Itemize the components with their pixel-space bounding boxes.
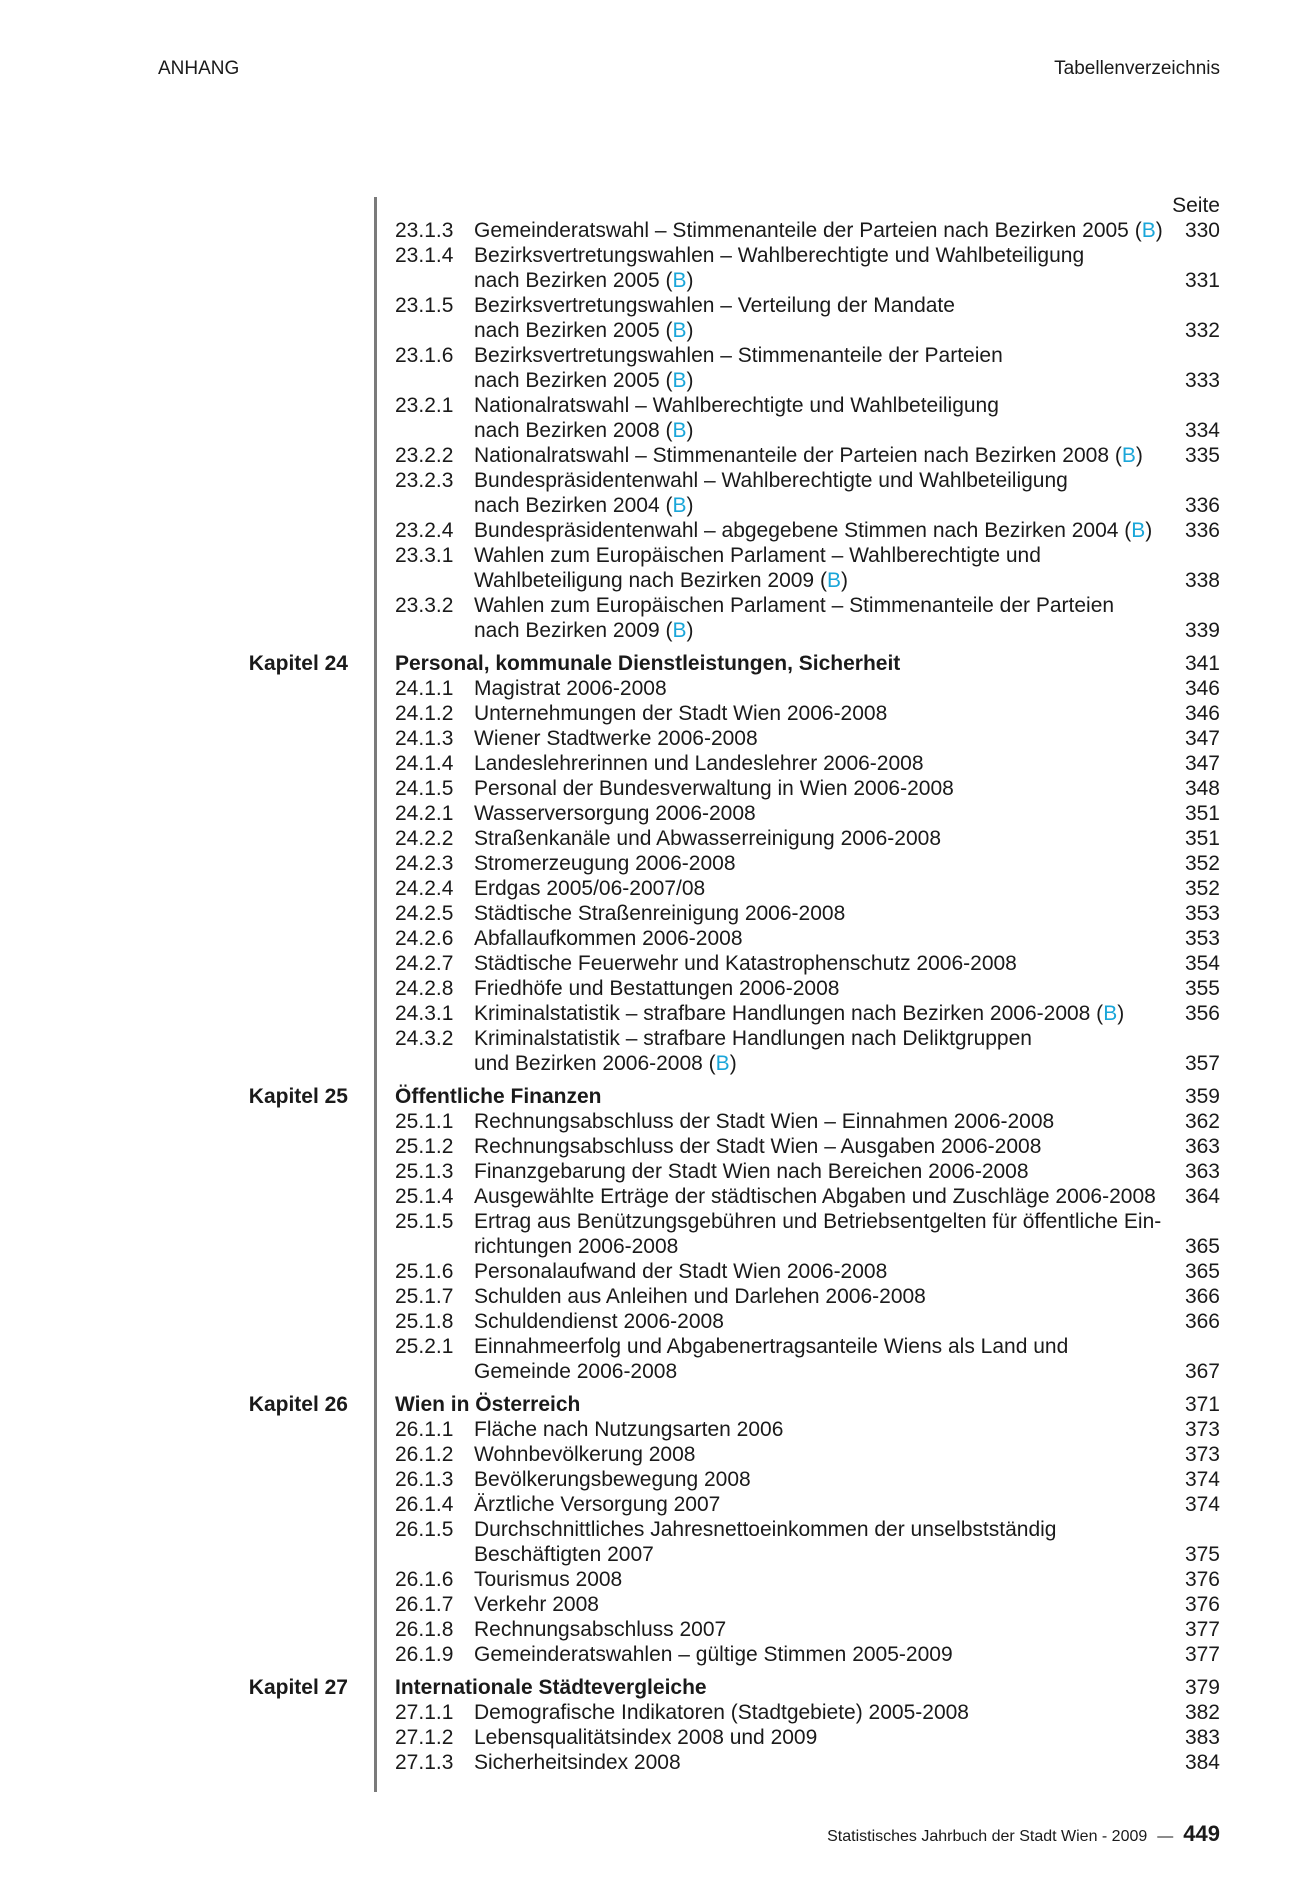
entry-title-line: Rechnungsabschluss der Stadt Wien – Ausgaben 2006-2008	[474, 1135, 1042, 1158]
toc-entry	[0, 676, 1300, 701]
entry-page: 382	[1184, 1701, 1220, 1724]
map-marker-b: B	[715, 1052, 730, 1075]
entry-page: 330	[1184, 219, 1220, 242]
entry-title	[474, 1442, 1164, 1467]
entry-number: 24.1.4	[395, 752, 454, 775]
entry-number: 23.2.3	[395, 469, 454, 492]
toc-entry	[0, 1284, 1300, 1309]
toc-entry	[0, 951, 1300, 976]
entry-number: 23.2.2	[395, 444, 454, 467]
entry-title	[474, 751, 1164, 776]
entry-title-line: Unternehmungen der Stadt Wien 2006-2008	[474, 702, 888, 725]
entry-title-line: Personal der Bundesverwaltung in Wien 2006-2008	[474, 777, 954, 800]
toc-entry	[0, 1567, 1300, 1592]
entry-title	[474, 851, 1164, 876]
entry-title-line: Verkehr 2008	[474, 1593, 599, 1616]
entry-title-line: Lebensqualitätsindex 2008 und 2009	[474, 1726, 818, 1749]
toc-entry	[0, 1442, 1300, 1467]
toc-entry	[0, 518, 1300, 543]
entry-title	[474, 1134, 1164, 1159]
toc-entry	[0, 1725, 1300, 1750]
entry-title-line: Kriminalstatistik – strafbare Handlungen nach Deliktgruppen	[474, 1027, 1032, 1050]
entry-title-line: nach Bezirken 2009 (B)	[474, 619, 694, 642]
toc-entry	[0, 801, 1300, 826]
entry-page: 373	[1184, 1443, 1220, 1466]
table-of-contents	[0, 193, 1300, 1775]
entry-title-line: Magistrat 2006-2008	[474, 677, 667, 700]
entry-title-line: Bezirksvertretungswahlen – Stimmenanteile der Parteien	[474, 344, 1003, 367]
toc-entry	[0, 293, 1300, 343]
entry-title-line: Wahlbeteiligung nach Bezirken 2009 (B)	[474, 569, 848, 592]
entry-title-line: Demografische Indikatoren (Stadtgebiete) 2005-2008	[474, 1701, 969, 1724]
entry-page: 355	[1184, 977, 1220, 1000]
entry-number: 23.1.3	[395, 219, 454, 242]
entry-page: 338	[1184, 569, 1220, 592]
entry-title-line: richtungen 2006-2008	[474, 1235, 679, 1258]
toc-entry	[0, 1309, 1300, 1334]
entry-title	[474, 518, 1164, 543]
entry-page: 336	[1184, 519, 1220, 542]
chapter-label: Kapitel 25	[248, 1085, 348, 1108]
entry-title	[474, 593, 1164, 643]
chapter-title: Personal, kommunale Dienstleistungen, Sicherheit	[395, 652, 901, 675]
toc-entry	[0, 593, 1300, 643]
entry-page: 377	[1184, 1643, 1220, 1666]
entry-number: 25.1.4	[395, 1185, 454, 1208]
entry-page: 333	[1184, 369, 1220, 392]
map-marker-b: B	[672, 419, 687, 442]
entry-title	[474, 393, 1164, 443]
entry-page: 376	[1184, 1593, 1220, 1616]
entry-number: 24.2.4	[395, 877, 454, 900]
chapter-heading-row	[0, 1675, 1300, 1700]
entry-title-line: Durchschnittliches Jahresnettoeinkommen der unselbstständig	[474, 1518, 1057, 1541]
entry-number: 24.2.7	[395, 952, 454, 975]
entry-title	[474, 443, 1164, 468]
map-marker-b: B	[672, 619, 687, 642]
chapter-label: Kapitel 26	[248, 1393, 348, 1416]
entry-title-line: Nationalratswahl – Wahlberechtigte und Wahlbeteiligung	[474, 394, 999, 417]
entry-title-line: Ertrag aus Benützungsgebühren und Betriebsentgelten für öffentliche Ein-	[474, 1210, 1162, 1233]
entry-page: 377	[1184, 1618, 1220, 1641]
entry-number: 24.3.1	[395, 1002, 454, 1025]
toc-entry	[0, 1334, 1300, 1384]
entry-number: 23.3.2	[395, 594, 454, 617]
entry-title-line: Tourismus 2008	[474, 1568, 623, 1591]
chapter-section	[0, 1392, 1300, 1667]
toc-entry	[0, 1134, 1300, 1159]
map-marker-b: B	[672, 319, 687, 342]
entry-title-line: Rechnungsabschluss der Stadt Wien – Einnahmen 2006-2008	[474, 1110, 1055, 1133]
map-marker-b: B	[1131, 519, 1146, 542]
entry-title	[474, 1642, 1164, 1667]
entry-page: 339	[1184, 619, 1220, 642]
entry-title	[474, 701, 1164, 726]
footer-title: Statistisches Jahrbuch der Stadt Wien - 2009	[827, 1828, 1148, 1845]
entry-page: 348	[1184, 777, 1220, 800]
entry-title-line: Nationalratswahl – Stimmenanteile der Parteien nach Bezirken 2008 (B)	[474, 444, 1143, 467]
entry-title	[474, 1259, 1164, 1284]
seite-header-row	[0, 193, 1300, 218]
entry-title-line: Landeslehrerinnen und Landeslehrer 2006-2008	[474, 752, 924, 775]
entry-number: 24.1.3	[395, 727, 454, 750]
toc-entry	[0, 1750, 1300, 1775]
entry-title-line: und Bezirken 2006-2008 (B)	[474, 1052, 737, 1075]
entry-number: 25.1.5	[395, 1210, 454, 1233]
entry-number: 25.1.6	[395, 1260, 454, 1283]
entry-page: 383	[1184, 1726, 1220, 1749]
entry-title-line: Straßenkanäle und Abwasserreinigung 2006-2008	[474, 827, 941, 850]
entry-title	[474, 243, 1164, 293]
entry-title	[474, 543, 1164, 593]
entry-title	[474, 1001, 1164, 1026]
entry-number: 24.2.1	[395, 802, 454, 825]
entry-title-line: Friedhöfe und Bestattungen 2006-2008	[474, 977, 840, 1000]
chapter-page: 341	[1184, 652, 1220, 675]
entry-page: 347	[1184, 752, 1220, 775]
chapter-page: 379	[1184, 1676, 1220, 1699]
entry-number: 25.1.7	[395, 1285, 454, 1308]
toc-entry	[0, 218, 1300, 243]
entry-page: 346	[1184, 702, 1220, 725]
entry-page: 366	[1184, 1310, 1220, 1333]
entry-page: 362	[1184, 1110, 1220, 1133]
chapter-title: Internationale Städtevergleiche	[395, 1676, 707, 1699]
entry-page: 352	[1184, 877, 1220, 900]
entry-number: 26.1.6	[395, 1568, 454, 1591]
entry-title	[474, 726, 1164, 751]
entry-title	[474, 801, 1164, 826]
entry-title-line: Gemeinderatswahlen – gültige Stimmen 2005-2009	[474, 1643, 953, 1666]
entry-title	[474, 776, 1164, 801]
entry-page: 346	[1184, 677, 1220, 700]
toc-entry	[0, 1026, 1300, 1076]
map-marker-b: B	[1121, 444, 1136, 467]
entry-title	[474, 901, 1164, 926]
entry-page: 384	[1184, 1751, 1220, 1774]
page-number: 449	[1183, 1821, 1220, 1846]
chapter-title: Öffentliche Finanzen	[395, 1085, 602, 1108]
entry-title	[474, 1109, 1164, 1134]
map-marker-b: B	[826, 569, 841, 592]
chapter-heading-row	[0, 651, 1300, 676]
entry-title-line: Bezirksvertretungswahlen – Verteilung der Mandate	[474, 294, 955, 317]
entry-number: 25.1.3	[395, 1160, 454, 1183]
toc-entry	[0, 701, 1300, 726]
chapter-title: Wien in Österreich	[395, 1393, 581, 1416]
entry-page: 373	[1184, 1418, 1220, 1441]
entry-number: 23.2.1	[395, 394, 454, 417]
entry-page: 356	[1184, 1002, 1220, 1025]
entry-number: 24.2.3	[395, 852, 454, 875]
entry-page: 365	[1184, 1235, 1220, 1258]
page-footer	[827, 1821, 1220, 1847]
entry-title	[474, 976, 1164, 1001]
entry-title	[474, 1026, 1164, 1076]
chapter-heading-row	[0, 1084, 1300, 1109]
entry-page: 375	[1184, 1543, 1220, 1566]
toc-entry	[0, 1467, 1300, 1492]
entry-number: 26.1.1	[395, 1418, 454, 1441]
entry-page: 335	[1184, 444, 1220, 467]
entry-title-line: Kriminalstatistik – strafbare Handlungen nach Bezirken 2006-2008 (B)	[474, 1002, 1125, 1025]
entry-title-line: Rechnungsabschluss 2007	[474, 1618, 727, 1641]
map-marker-b: B	[1141, 219, 1156, 242]
entry-page: 347	[1184, 727, 1220, 750]
chapter-heading-row	[0, 1392, 1300, 1417]
entry-page: 364	[1184, 1185, 1220, 1208]
entry-page: 352	[1184, 852, 1220, 875]
entry-number: 24.1.1	[395, 677, 454, 700]
entry-title-line: Gemeinde 2006-2008	[474, 1360, 678, 1383]
entry-page: 363	[1184, 1160, 1220, 1183]
entry-number: 24.1.5	[395, 777, 454, 800]
toc-entry	[0, 1617, 1300, 1642]
entry-title	[474, 1617, 1164, 1642]
toc-entry	[0, 1642, 1300, 1667]
toc-entry	[0, 1592, 1300, 1617]
entry-title	[474, 1700, 1164, 1725]
chapter-label: Kapitel 24	[248, 652, 348, 675]
entry-title-line: Wasserversorgung 2006-2008	[474, 802, 756, 825]
toc-entry	[0, 1001, 1300, 1026]
toc-entry	[0, 776, 1300, 801]
entry-title	[474, 1592, 1164, 1617]
entry-number: 24.2.6	[395, 927, 454, 950]
toc-entry	[0, 1517, 1300, 1567]
entry-title-line: Wiener Stadtwerke 2006-2008	[474, 727, 758, 750]
entry-number: 23.1.6	[395, 344, 454, 367]
entry-title	[474, 218, 1164, 243]
toc-entry	[0, 1492, 1300, 1517]
entry-page: 351	[1184, 802, 1220, 825]
toc-entry	[0, 1184, 1300, 1209]
entry-title-line: Erdgas 2005/06-2007/08	[474, 877, 706, 900]
toc-entry	[0, 976, 1300, 1001]
entry-title-line: Wohnbevölkerung 2008	[474, 1443, 696, 1466]
entry-title-line: Abfallaufkommen 2006-2008	[474, 927, 743, 950]
entry-number: 26.1.8	[395, 1618, 454, 1641]
entry-title-line: Schuldendienst 2006-2008	[474, 1310, 724, 1333]
entry-title-line: Einnahmeerfolg und Abgabenertragsanteile Wiens als Land und	[474, 1335, 1069, 1358]
map-marker-b: B	[672, 369, 687, 392]
entry-number: 25.1.1	[395, 1110, 454, 1133]
entry-page: 357	[1184, 1052, 1220, 1075]
entry-number: 25.1.2	[395, 1135, 454, 1158]
entry-title-line: Sicherheitsindex 2008	[474, 1751, 681, 1774]
entry-title-line: Bundespräsidentenwahl – Wahlberechtigte und Wahlbeteiligung	[474, 469, 1068, 492]
entry-page: 336	[1184, 494, 1220, 517]
chapter-section	[0, 1675, 1300, 1775]
entry-number: 23.1.4	[395, 244, 454, 267]
entry-title	[474, 926, 1164, 951]
entry-title	[474, 1309, 1164, 1334]
entry-number: 27.1.3	[395, 1751, 454, 1774]
chapter-page: 371	[1184, 1393, 1220, 1416]
toc-entry	[0, 443, 1300, 468]
chapter-label: Kapitel 27	[248, 1676, 348, 1699]
entry-number: 26.1.2	[395, 1443, 454, 1466]
entry-title	[474, 1209, 1164, 1259]
toc-entry	[0, 393, 1300, 443]
entry-page: 366	[1184, 1285, 1220, 1308]
chapter-section	[0, 1084, 1300, 1384]
entry-title-line: Ausgewählte Erträge der städtischen Abgaben und Zuschläge 2006-2008	[474, 1185, 1156, 1208]
entry-title	[474, 1750, 1164, 1775]
entry-title-line: nach Bezirken 2004 (B)	[474, 494, 694, 517]
entry-page: 367	[1184, 1360, 1220, 1383]
toc-entry	[0, 1700, 1300, 1725]
running-header-right: Tabellenverzeichnis	[1054, 58, 1220, 79]
entry-page: 363	[1184, 1135, 1220, 1158]
toc-entry	[0, 876, 1300, 901]
toc-entry	[0, 1417, 1300, 1442]
entry-title	[474, 951, 1164, 976]
entry-title	[474, 1159, 1164, 1184]
toc-entry	[0, 751, 1300, 776]
entry-number: 24.2.2	[395, 827, 454, 850]
toc-entry	[0, 543, 1300, 593]
map-marker-b: B	[672, 269, 687, 292]
chapter-page: 359	[1184, 1085, 1220, 1108]
toc-entry	[0, 851, 1300, 876]
entry-number: 26.1.4	[395, 1493, 454, 1516]
entry-title-line: Bevölkerungsbewegung 2008	[474, 1468, 751, 1491]
entry-page: 332	[1184, 319, 1220, 342]
entry-title	[474, 293, 1164, 343]
entry-title-line: nach Bezirken 2008 (B)	[474, 419, 694, 442]
entry-title	[474, 468, 1164, 518]
map-marker-b: B	[672, 494, 687, 517]
entry-number: 25.1.8	[395, 1310, 454, 1333]
entry-number: 23.3.1	[395, 544, 454, 567]
entry-page: 334	[1184, 419, 1220, 442]
entry-page: 331	[1184, 269, 1220, 292]
entry-title	[474, 1334, 1164, 1384]
entry-title	[474, 1492, 1164, 1517]
entry-title	[474, 876, 1164, 901]
entry-title	[474, 1725, 1164, 1750]
entry-page: 353	[1184, 927, 1220, 950]
toc-entry	[0, 901, 1300, 926]
entry-title-line: nach Bezirken 2005 (B)	[474, 319, 694, 342]
entry-title	[474, 1517, 1164, 1567]
toc-entry	[0, 243, 1300, 293]
entry-number: 27.1.2	[395, 1726, 454, 1749]
entry-title-line: nach Bezirken 2005 (B)	[474, 269, 694, 292]
toc-entry	[0, 726, 1300, 751]
entry-title-line: Beschäftigten 2007	[474, 1543, 654, 1566]
entry-number: 26.1.5	[395, 1518, 454, 1541]
entry-title-line: nach Bezirken 2005 (B)	[474, 369, 694, 392]
entry-number: 26.1.9	[395, 1643, 454, 1666]
entry-title-line: Wahlen zum Europäischen Parlament – Stimmenanteile der Parteien	[474, 594, 1115, 617]
entry-page: 351	[1184, 827, 1220, 850]
entry-page: 374	[1184, 1493, 1220, 1516]
entry-title	[474, 1467, 1164, 1492]
entry-title	[474, 676, 1164, 701]
running-header-left: ANHANG	[158, 58, 240, 79]
toc-entry	[0, 926, 1300, 951]
map-marker-b: B	[1103, 1002, 1118, 1025]
entry-title-line: Ärztliche Versorgung 2007	[474, 1493, 721, 1516]
chapter-section	[0, 651, 1300, 1076]
entry-page: 374	[1184, 1468, 1220, 1491]
entry-title-line: Wahlen zum Europäischen Parlament – Wahlberechtigte und	[474, 544, 1041, 567]
entry-page: 353	[1184, 902, 1220, 925]
entry-number: 24.3.2	[395, 1027, 454, 1050]
entry-title-line: Personalaufwand der Stadt Wien 2006-2008	[474, 1260, 888, 1283]
entry-page: 354	[1184, 952, 1220, 975]
entry-number: 27.1.1	[395, 1701, 454, 1724]
entry-title	[474, 826, 1164, 851]
entry-page: 376	[1184, 1568, 1220, 1591]
entry-title-line: Städtische Straßenreinigung 2006-2008	[474, 902, 846, 925]
entry-number: 24.1.2	[395, 702, 454, 725]
entry-title-line: Städtische Feuerwehr und Katastrophenschutz 2006-2008	[474, 952, 1017, 975]
entry-title-line: Bundespräsidentenwahl – abgegebene Stimmen nach Bezirken 2004 (B)	[474, 519, 1153, 542]
entry-title-line: Stromerzeugung 2006-2008	[474, 852, 736, 875]
toc-entry	[0, 1159, 1300, 1184]
entry-title-line: Gemeinderatswahl – Stimmenanteile der Parteien nach Bezirken 2005 (B)	[474, 219, 1163, 242]
entry-title	[474, 1417, 1164, 1442]
toc-entry	[0, 1109, 1300, 1134]
entry-page: 365	[1184, 1260, 1220, 1283]
entry-number: 26.1.3	[395, 1468, 454, 1491]
entry-title-line: Fläche nach Nutzungsarten 2006	[474, 1418, 784, 1441]
toc-entry	[0, 343, 1300, 393]
toc-entry	[0, 826, 1300, 851]
entry-title-line: Finanzgebarung der Stadt Wien nach Bereichen 2006-2008	[474, 1160, 1029, 1183]
toc-entry	[0, 468, 1300, 518]
entry-number: 26.1.7	[395, 1593, 454, 1616]
entry-title	[474, 1184, 1164, 1209]
entry-number: 25.2.1	[395, 1335, 454, 1358]
entry-number: 23.2.4	[395, 519, 454, 542]
entry-title	[474, 1284, 1164, 1309]
footer-dash: —	[1157, 1828, 1174, 1845]
toc-entry	[0, 1259, 1300, 1284]
entry-title-line: Bezirksvertretungswahlen – Wahlberechtigte und Wahlbeteiligung	[474, 244, 1085, 267]
seite-label: Seite	[1172, 194, 1220, 217]
entry-title	[474, 1567, 1164, 1592]
toc-entry	[0, 1209, 1300, 1259]
entry-number: 24.2.8	[395, 977, 454, 1000]
entry-number: 23.1.5	[395, 294, 454, 317]
entry-title	[474, 343, 1164, 393]
chapter-section	[0, 218, 1300, 643]
entry-number: 24.2.5	[395, 902, 454, 925]
entry-title-line: Schulden aus Anleihen und Darlehen 2006-2008	[474, 1285, 926, 1308]
